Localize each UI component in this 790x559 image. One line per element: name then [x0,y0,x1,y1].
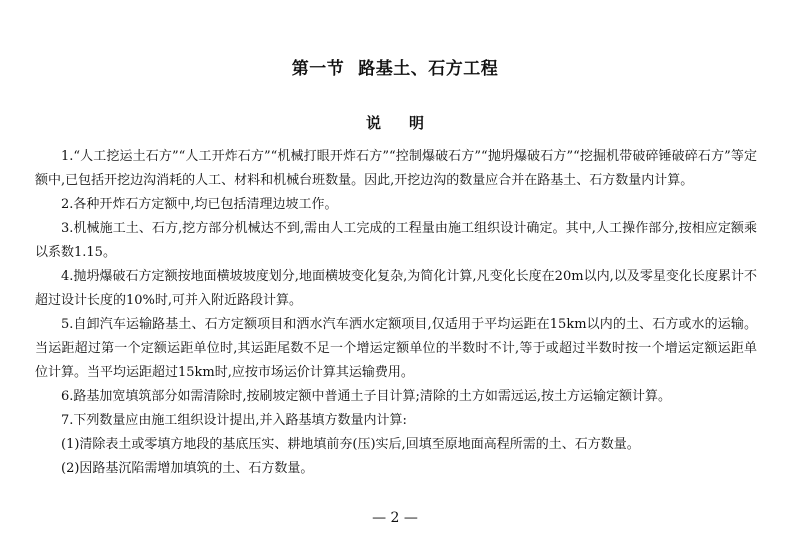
document-body [35,145,757,481]
section-name: 路基土、石方工程 [358,59,499,79]
paragraph-2: 2.各种开炸石方定额中,均已包括清理边坡工作。 [61,197,338,212]
paragraph-7-item-2: (2)因路基沉陷需增加填筑的土、石方数量。 [61,461,314,476]
paragraph-3: 3.机械施工土、石方,挖方部分机械达不到,需由人工完成的工程量由施工组织设计确定。其中,人工操作部分,按相应定额乘以系数1.15。 [35,221,757,260]
paragraph-4: 4.抛坍爆破石方定额按地面横坡坡度划分,地面横坡变化复杂,为简化计算,凡变化长度在20m以内,以及零星变化长度累计不超过设计长度的10%时,可并入附近路段计算。 [35,269,757,308]
page-number: — 2 — [372,510,418,526]
section-number: 第一节 [291,59,345,79]
paragraph-6: 6.路基加宽填筑部分如需清除时,按刷坡定额中普通土子目计算;清除的土方如需远运,按土方运输定额计算。 [61,389,672,404]
paragraph-5: 5.自卸汽车运输路基土、石方定额项目和洒水汽车洒水定额项目,仅适用于平均运距在15km以内的土、石方或水的运输。当运距超过第一个定额运距单位时,其运距尾数不足一个增运定额单位的半数时不计,等于或超过半数时按一个增运定额运距单位计算。当平均运距超过15km时,应按市场运价计算其运输费用。 [35,317,757,380]
paragraph-7-item-1: (1)清除表土或零填方地段的基底压实、耕地填前夯(压)实后,回填至原地面高程所需的土、石方数量。 [61,437,640,452]
paragraph-1: 1.“人工挖运土石方”“人工开炸石方”“机械打眼开炸石方”“控制爆破石方”“抛坍爆破石方”“挖掘机带破碎锤破碎石方”等定额中,已包括开挖边沟消耗的人工、材料和机械台班数量。因此,开挖边沟的数量应合并在路基土、石方数量内计算。 [35,149,757,188]
paragraph-7: 7.下列数量应由施工组织设计提出,并入路基填方数量内计算: [61,413,407,428]
explanation-heading: 说明 [365,114,452,132]
section-title [0,54,790,79]
